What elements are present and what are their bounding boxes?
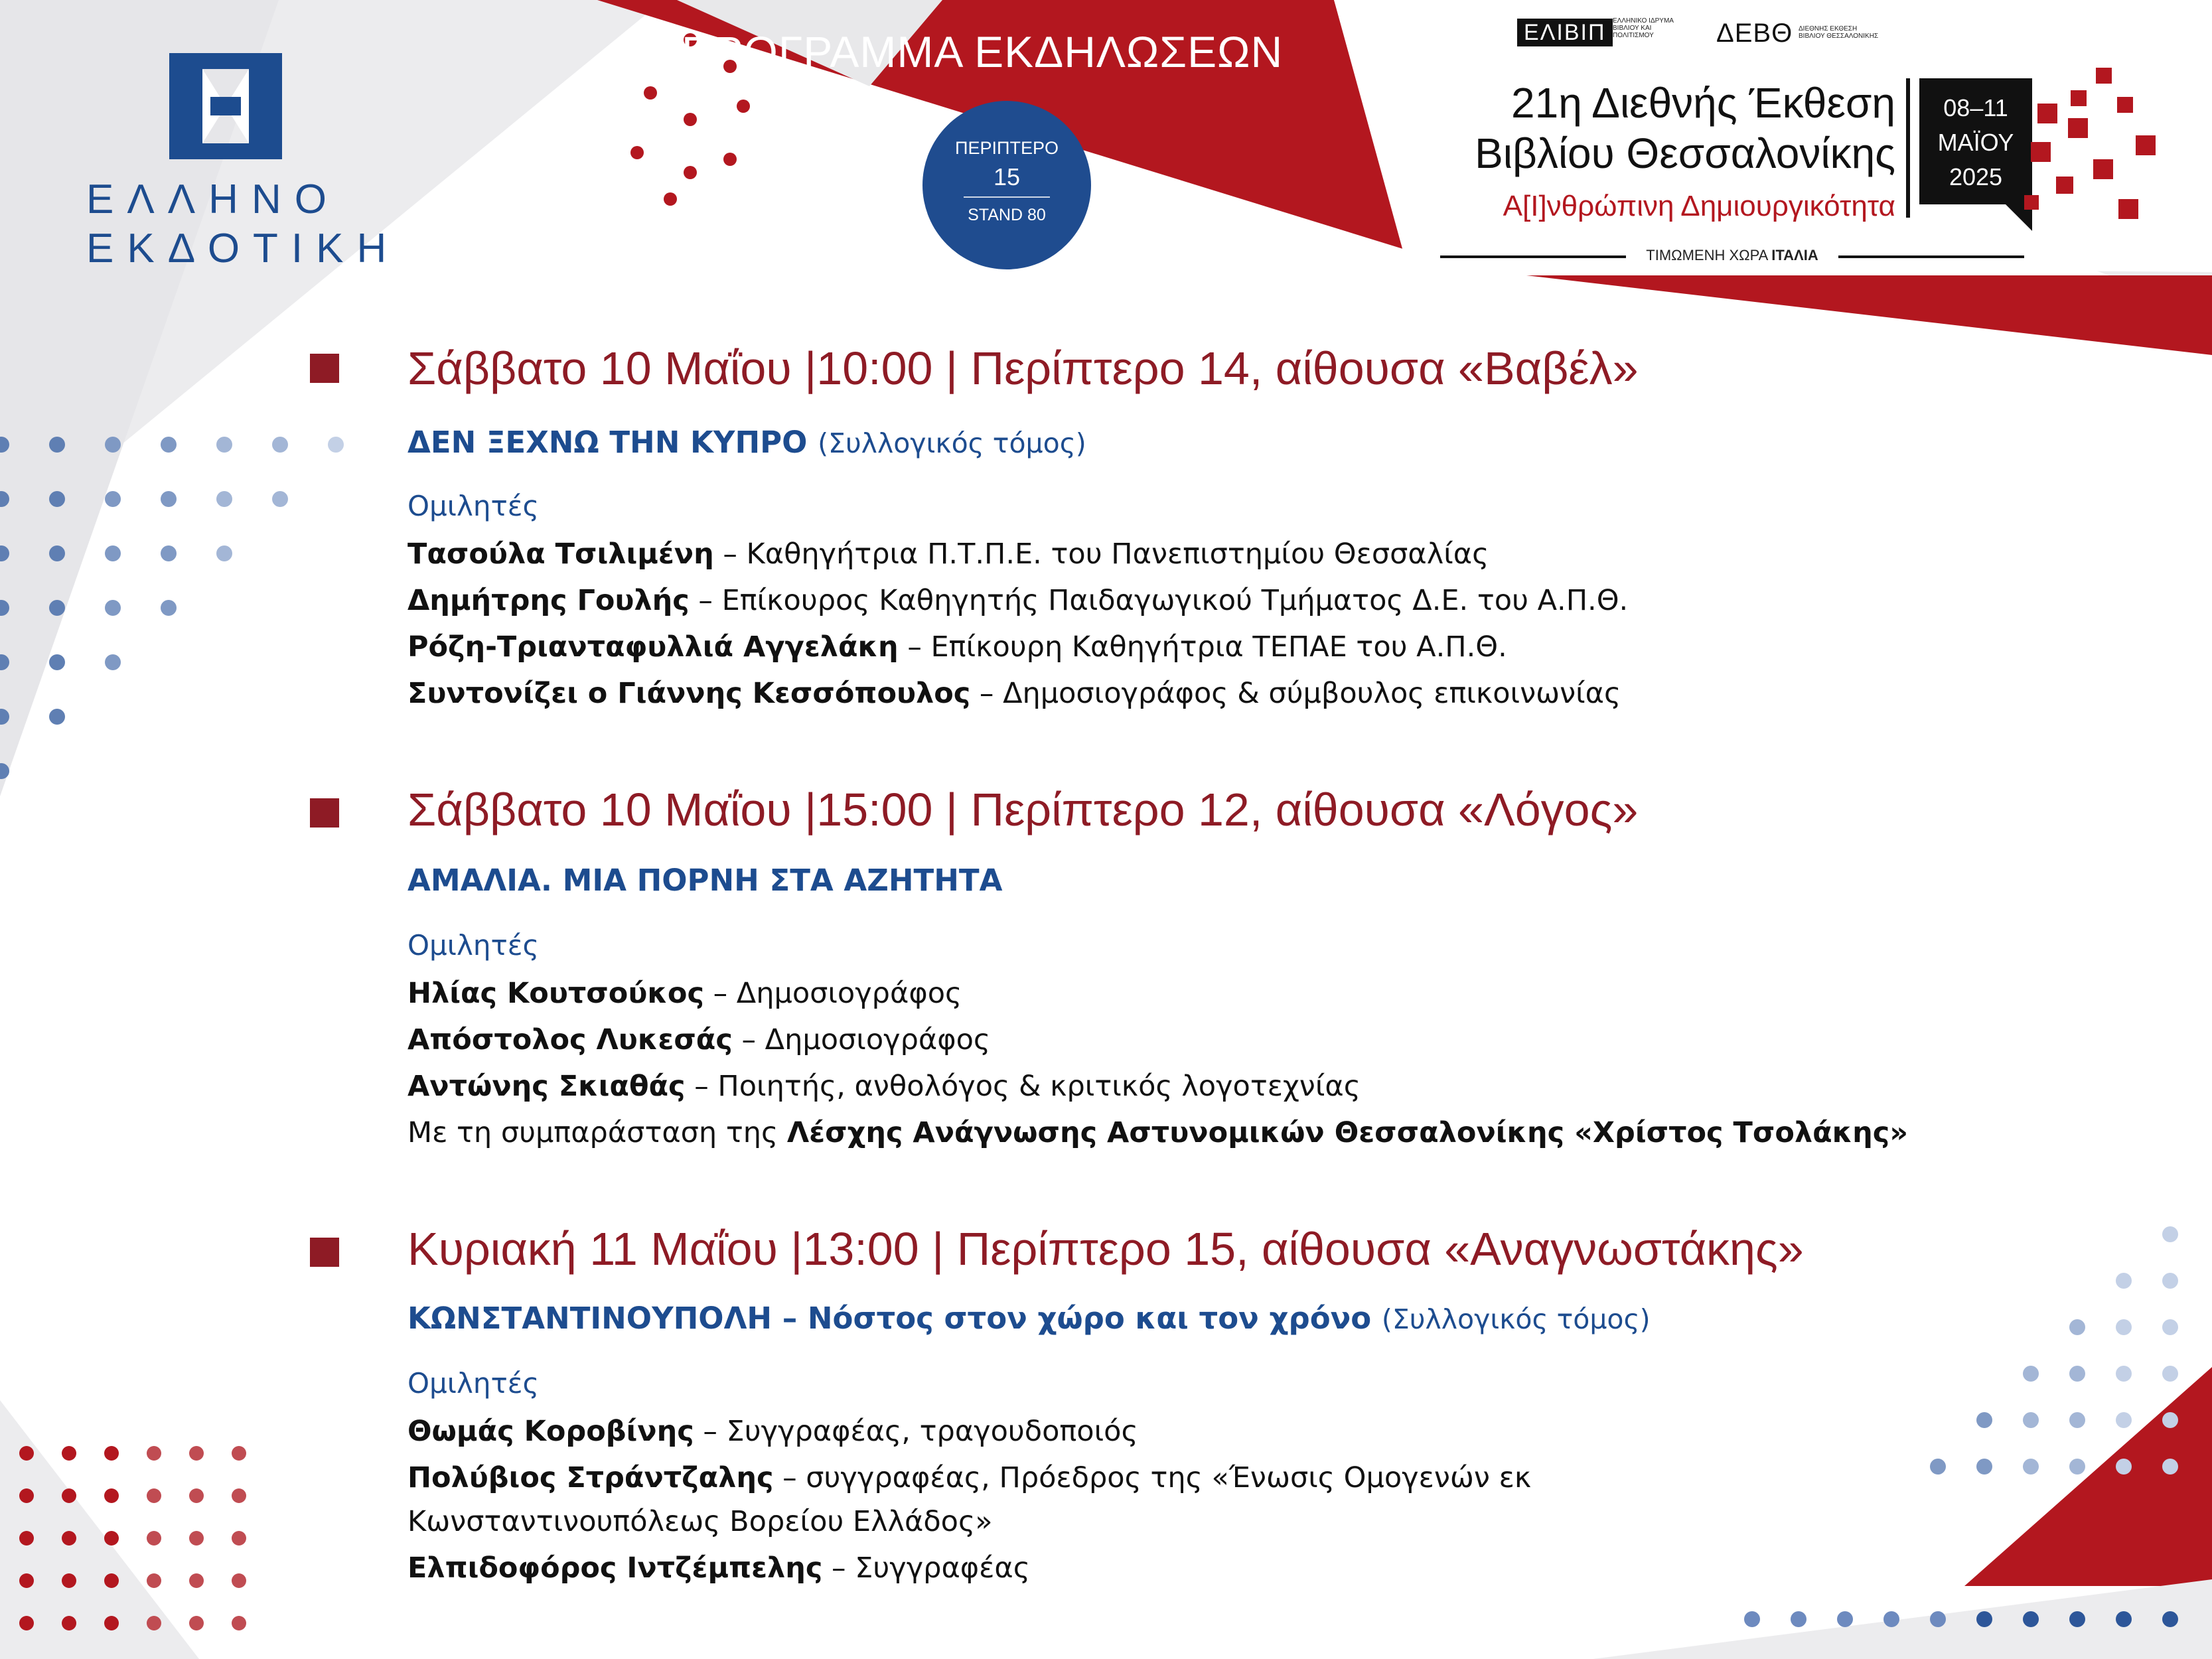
decor-dot — [19, 1531, 34, 1546]
decor-dot — [189, 1573, 204, 1588]
decor-dot — [105, 654, 121, 670]
decor-dot — [2069, 1459, 2085, 1475]
program-title: ΠΡΟΓΡΑΜΜΑ ΕΚΔΗΛΩΣΕΩΝ — [681, 27, 1284, 76]
event-title-note: (Συλλογικός τόμος) — [818, 427, 1086, 459]
speaker-name: Τασούλα Τσιλιμένη — [407, 538, 714, 571]
decor-dot — [1930, 1611, 1946, 1627]
decor-dot — [1976, 1459, 1992, 1475]
event-heading: Σάββατο 10 Μαΐου |10:00 | Περίπτερο 14, αίθουσα «Βαβέλ» — [407, 342, 1639, 394]
decor-dot — [147, 1573, 161, 1588]
speaker-role: – Ποιητής, ανθολόγος & κριτικός λογοτεχνίας — [685, 1070, 1361, 1103]
speaker-name: Θωμάς Κοροβίνης — [407, 1415, 694, 1448]
decor-dot — [147, 1531, 161, 1546]
decor-dot — [2069, 1366, 2085, 1382]
decor-dot — [2116, 1611, 2132, 1627]
decor-dot — [161, 600, 177, 616]
speaker-role: Κωνσταντινουπόλεως Βορείου Ελλάδος» — [407, 1505, 993, 1538]
decor-dot — [2162, 1459, 2178, 1475]
decor-dot — [644, 86, 657, 100]
decor-dot — [189, 1488, 204, 1503]
decor-dot — [161, 437, 177, 453]
pixel-squares-icon — [2024, 60, 2157, 232]
speaker-name: Ηλίας Κουτσούκος — [407, 977, 704, 1010]
bottom-right-red-triangle — [1964, 1367, 2212, 1586]
speaker-line — [407, 538, 1489, 571]
decor-dot — [272, 437, 288, 453]
decor-dot — [49, 654, 65, 670]
speaker-role: – Συγγραφέας — [822, 1551, 1030, 1585]
decor-dot — [189, 1531, 204, 1546]
decor-dot — [684, 113, 697, 126]
decor-dot — [1744, 1611, 1760, 1627]
decor-dot — [232, 1573, 246, 1588]
support-name: Λέσχης Ανάγνωσης Αστυνομικών Θεσσαλονίκης «Χρίστος Τσολάκης» — [786, 1116, 1909, 1149]
event-title — [407, 1301, 1651, 1336]
elibip-logo: ΕΛΙΒΙΠ — [1517, 19, 1613, 46]
decor-dot — [105, 491, 121, 507]
decor-dot — [189, 1446, 204, 1461]
publisher-logo — [86, 53, 400, 273]
speaker-line — [407, 1461, 1531, 1494]
honored-country-name: ΙΤΑΛΙΑ — [1771, 247, 1818, 263]
stand-label: ΠΕΡΙΠΤΕΡΟ — [954, 138, 1059, 158]
decor-dot — [1837, 1611, 1853, 1627]
event-title-note: (Συλλογικός τόμος) — [1381, 1303, 1651, 1335]
decor-dot — [62, 1446, 76, 1461]
event-title-text: ΚΩΝΣΤΑΝΤΙΝΟΥΠΟΛΗ – Νόστος στον χώρο και τον χρόνο — [407, 1301, 1372, 1336]
speakers-label: Ομιλητές — [407, 1367, 540, 1400]
decor-dot — [1976, 1611, 1992, 1627]
speaker-role: – Δημοσιογράφος — [732, 1023, 991, 1056]
decor-dot — [62, 1573, 76, 1588]
fair-title-line1: 21η Διεθνής Έκθεση — [1511, 79, 1895, 127]
decor-dot — [161, 545, 177, 561]
decor-dot — [1791, 1611, 1806, 1627]
event-heading: Σάββατο 10 Μαΐου |15:00 | Περίπτερο 12, αίθουσα «Λόγος» — [407, 784, 1639, 835]
event-title — [407, 425, 1086, 460]
decor-dot — [104, 1488, 119, 1503]
speaker-role: – συγγραφέας, Πρόεδρος της «Ένωσις Ομογενών εκ — [773, 1461, 1532, 1494]
decor-dot — [2023, 1611, 2039, 1627]
decor-dot — [2162, 1412, 2178, 1428]
decor-dot — [105, 600, 121, 616]
speaker-line — [407, 977, 962, 1010]
decor-dot — [232, 1531, 246, 1546]
decor-dot — [216, 545, 232, 561]
decor-dot — [104, 1446, 119, 1461]
decor-dot — [49, 437, 65, 453]
decor-dot — [2116, 1459, 2132, 1475]
speaker-role: – Επίκουρη Καθηγήτρια ΤΕΠΑΕ του Α.Π.Θ. — [898, 630, 1507, 664]
event-bullet — [310, 1238, 339, 1267]
decor-dot — [2116, 1273, 2132, 1289]
speaker-line — [407, 1070, 1361, 1103]
decor-dot — [2069, 1611, 2085, 1627]
decor-dot — [1976, 1412, 1992, 1428]
decor-dot — [1883, 1611, 1899, 1627]
fair-date-month: ΜΑΪΟΥ — [1937, 129, 2014, 156]
stand-code: STAND 80 — [968, 206, 1046, 224]
speaker-line — [407, 677, 1621, 710]
speaker-name: Ελπιδοφόρος Ιντζέμπελης — [407, 1551, 823, 1585]
speakers-label: Ομιλητές — [407, 929, 540, 962]
decor-dot — [147, 1616, 161, 1630]
decor-dot — [104, 1573, 119, 1588]
speaker-role: – Επίκουρος Καθηγητής Παιδαγωγικού Τμήματος Δ.Ε. του Α.Π.Θ. — [689, 584, 1629, 617]
decor-dot — [232, 1488, 246, 1503]
decor-dot — [49, 545, 65, 561]
fair-date-days: 08–11 — [1943, 94, 2008, 121]
speaker-line — [407, 584, 1628, 617]
support-prefix: Με τη συμπαράσταση της — [407, 1116, 787, 1149]
honored-country — [1626, 247, 1838, 267]
speaker-line — [407, 1415, 1138, 1448]
decor-dot — [723, 153, 737, 166]
speaker-role: – Συγγραφέας, τραγουδοποιός — [694, 1415, 1138, 1448]
decor-dot — [49, 491, 65, 507]
speaker-name: Απόστολος Λυκεσάς — [407, 1023, 733, 1056]
decor-dot — [2116, 1366, 2132, 1382]
decor-dot — [19, 1488, 34, 1503]
decor-dot — [161, 491, 177, 507]
decor-dot — [272, 491, 288, 507]
decor-dot — [49, 600, 65, 616]
decor-dot — [49, 709, 65, 725]
decor-dot — [105, 437, 121, 453]
decor-dot — [62, 1488, 76, 1503]
speaker-role: – Δημοσιογράφος & σύμβουλος επικοινωνίας — [970, 677, 1621, 710]
event-bullet — [310, 798, 339, 828]
decor-dot — [2116, 1319, 2132, 1335]
honored-prefix: ΤΙΜΩΜΕΝΗ ΧΩΡΑ — [1646, 247, 1768, 263]
book-fair-header — [1334, 0, 2212, 279]
decor-dot — [19, 1446, 34, 1461]
decor-dot — [2023, 1366, 2039, 1382]
decor-dot — [2162, 1273, 2178, 1289]
decor-dot — [189, 1616, 204, 1630]
speaker-name: Αντώνης Σκιαθάς — [407, 1070, 686, 1103]
decor-dot — [232, 1616, 246, 1630]
decor-dot — [737, 100, 750, 113]
decor-dot — [684, 166, 697, 179]
speaker-line-continued — [407, 1505, 993, 1538]
stand-number: 15 — [993, 163, 1021, 190]
decor-dot — [62, 1616, 76, 1630]
decor-dot — [105, 545, 121, 561]
debth-logo: ΔΕΒΘ — [1716, 19, 1793, 48]
event-bullet — [310, 354, 339, 383]
decor-dot — [216, 437, 232, 453]
decor-dot — [147, 1488, 161, 1503]
event-title-text: ΑΜΑΛΙΑ. ΜΙΑ ΠΟΡΝΗ ΣΤΑ ΑΖΗΤΗΤΑ — [407, 863, 1003, 898]
decor-dot — [2023, 1459, 2039, 1475]
speaker-name: Δημήτρης Γουλής — [407, 584, 690, 617]
speaker-line — [407, 1023, 990, 1056]
decor-dot — [630, 146, 644, 159]
speaker-name: Πολύβιος Στράντζαλης — [407, 1461, 774, 1494]
logo-line-2: ΕΚΔΟΤΙΚΗ — [86, 226, 400, 271]
decor-dot — [216, 491, 232, 507]
decor-dot — [19, 1616, 34, 1630]
decor-dot — [2162, 1319, 2178, 1335]
stand-divider — [964, 196, 1050, 198]
decor-dot — [104, 1616, 119, 1630]
event-title — [407, 863, 1002, 898]
elibip-subtitle: ΕΛΛΗΝΙΚΟ ΙΔΡΥΜΑ ΒΙΒΛΙΟΥ ΚΑΙ ΠΟΛΙΤΙΣΜΟΥ — [1613, 17, 1674, 39]
fair-theme: Α[Ι]νθρώπινη Δημιουργικότητα — [1503, 190, 1895, 222]
speakers-label: Ομιλητές — [407, 490, 540, 522]
speaker-line — [407, 630, 1507, 664]
decor-dot — [328, 437, 344, 453]
decor-dot — [2162, 1611, 2178, 1627]
event-heading: Κυριακή 11 Μαΐου |13:00 | Περίπτερο 15, αίθουσα «Αναγνωστάκης» — [407, 1223, 1804, 1275]
decor-dot — [62, 1531, 76, 1546]
speaker-role: – Δημοσιογράφος — [703, 977, 962, 1010]
fair-title-line2: Βιβλίου Θεσσαλονίκης — [1475, 129, 1895, 177]
speaker-line — [407, 1551, 1030, 1585]
debth-subtitle: ΔΙΕΘΝΗΣ ΕΚΘΕΣΗ ΒΙΒΛΙΟΥ ΘΕΣΣΑΛΟΝΙΚΗΣ — [1799, 25, 1879, 40]
event-title-text: ΔΕΝ ΞΕΧΝΩ ΤΗΝ ΚΥΠΡΟ — [407, 425, 808, 460]
decor-dot — [2069, 1319, 2085, 1335]
decor-dot — [232, 1446, 246, 1461]
speaker-name: Ρόζη-Τριανταφυλλιά Αγγελάκη — [407, 630, 899, 664]
decor-dot — [664, 192, 677, 206]
support-line — [407, 1116, 1908, 1149]
stand-badge — [922, 101, 1091, 269]
decor-dot — [104, 1531, 119, 1546]
decor-dot — [2069, 1412, 2085, 1428]
decor-dot — [2023, 1412, 2039, 1428]
fair-date-year: 2025 — [1949, 163, 2003, 190]
decor-dot — [1930, 1459, 1946, 1475]
speaker-role: – Καθηγήτρια Π.Τ.Π.Ε. του Πανεπιστημίου Θεσσαλίας — [713, 538, 1489, 571]
decor-dot — [2162, 1366, 2178, 1382]
decor-dot — [147, 1446, 161, 1461]
decor-dot — [19, 1573, 34, 1588]
logo-line-1: ΕΛΛΗΝΟ — [86, 177, 340, 222]
decor-dot — [2162, 1226, 2178, 1242]
decor-dot — [2116, 1412, 2132, 1428]
logo-mark-icon — [169, 53, 282, 159]
speaker-name: Συντονίζει ο Γιάννης Κεσσόπουλος — [407, 677, 971, 710]
